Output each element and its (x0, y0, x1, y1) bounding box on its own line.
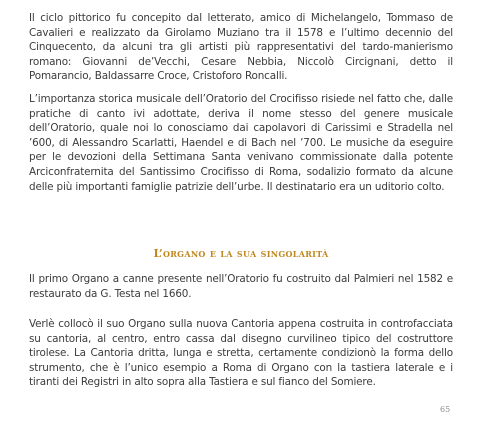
page-number: 65 (440, 405, 451, 414)
section-heading: L’organo e la sua singolarità (153, 247, 329, 260)
paragraph-importanza-storica: L’importanza storica musicale dell’Oratorio del Crocifisso risiede nel fatto che, dalle pratiche di canto ivi adottate, deriva il nome stesso del genere musicale dell’Oratorio, quale noi lo conosciamo dai capolavori di Carissimi e Stradella nel ’600, di Alessandro Scarlatti, Haendel e di Bach nel ’700. Le musiche da eseguire per le devozioni della Settimana Santa venivano commissionate dalla potente Arciconfraternita del Santissimo Crocifisso di Roma, sodalizio formato da alcune delle più importanti famiglie patrizie dell’urbe. Il destinatario era un uditorio colto. (29, 93, 453, 193)
paragraph-verle-organo: Verlè collocò il suo Organo sulla nuova Cantoria appena costruita in controfacciata su cantoria, al centro, entro cassa dal disegno curvilineo tipico del costruttore tirolese. La Cantoria dritta, lunga e stretta, certamente condizionò la forma dello strumento, che è l’unico esempio a Roma di Organo con la tastiera laterale e i tiranti dei Registri in alto sopra alla Tastiera e sul fianco del Somiere. (29, 318, 453, 389)
paragraph-ciclo-pittorico: Il ciclo pittorico fu concepito dal letterato, amico di Michelangelo, Tommaso de Cavalieri e realizzato da Girolamo Muziano tra il 1578 e l’ultimo decennio del Cinquecento, da alcuni tra gli artisti più rappresentativi del tardo-manierismo romano: Giovanni de’Vecchi, Cesare Nebbia, Niccolò Circignani, detto il Pomarancio, Baldassarre Croce, Cristoforo Roncalli. (29, 12, 453, 83)
paragraph-primo-organo: Il primo Organo a canne presente nell’Oratorio fu costruito dal Palmieri nel 1582 e restaurato da G. Testa nel 1660. (29, 273, 453, 300)
